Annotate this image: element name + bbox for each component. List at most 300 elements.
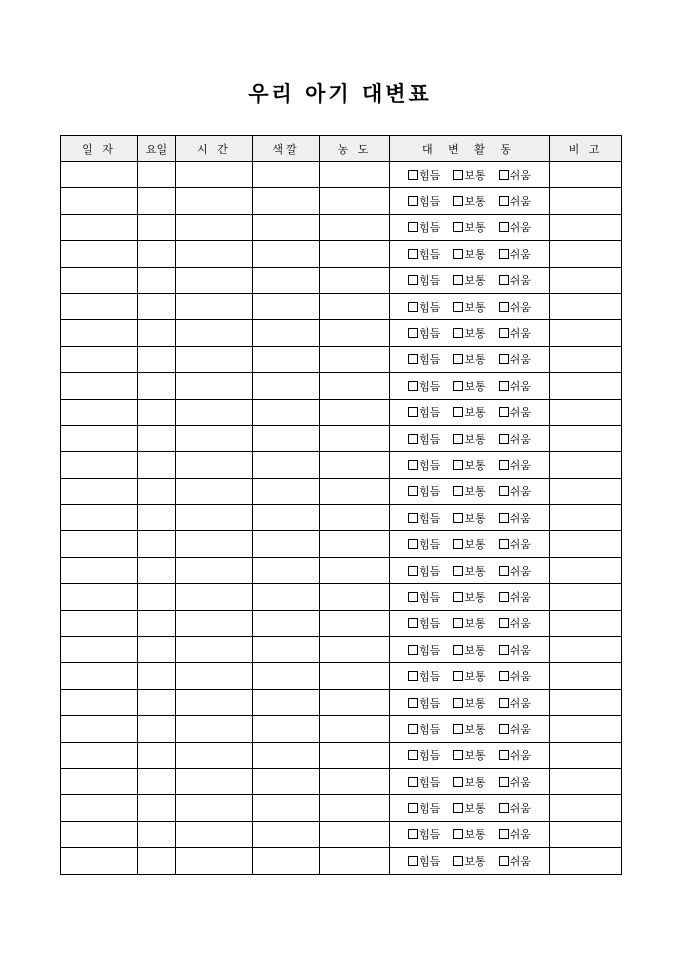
consistency-cell[interactable] [320, 241, 390, 267]
date-cell[interactable] [61, 821, 138, 847]
activity-option[interactable] [499, 563, 531, 579]
weekday-cell[interactable] [138, 241, 176, 267]
consistency-cell[interactable] [320, 742, 390, 768]
date-cell[interactable] [61, 557, 138, 583]
checkbox[interactable] [453, 354, 463, 364]
activity-option[interactable] [408, 721, 440, 737]
consistency-cell[interactable] [320, 663, 390, 689]
color-cell[interactable] [253, 821, 320, 847]
consistency-cell[interactable] [320, 848, 390, 874]
checkbox[interactable] [499, 275, 509, 285]
consistency-cell[interactable] [320, 478, 390, 504]
color-cell[interactable] [253, 795, 320, 821]
date-cell[interactable] [61, 795, 138, 821]
activity-option[interactable] [408, 325, 440, 341]
consistency-cell[interactable] [320, 346, 390, 372]
date-cell[interactable] [61, 663, 138, 689]
activity-option[interactable] [499, 299, 531, 315]
activity-option[interactable] [408, 378, 440, 394]
color-cell[interactable] [253, 241, 320, 267]
time-cell[interactable] [176, 848, 253, 874]
time-cell[interactable] [176, 373, 253, 399]
checkbox[interactable] [499, 354, 509, 364]
weekday-cell[interactable] [138, 346, 176, 372]
activity-option[interactable] [453, 219, 485, 235]
activity-option[interactable] [408, 457, 440, 473]
checkbox[interactable] [408, 222, 418, 232]
time-cell[interactable] [176, 478, 253, 504]
checkbox[interactable] [453, 460, 463, 470]
date-cell[interactable] [61, 637, 138, 663]
remarks-cell[interactable] [550, 689, 622, 715]
checkbox[interactable] [408, 328, 418, 338]
activity-option[interactable] [408, 272, 440, 288]
weekday-cell[interactable] [138, 399, 176, 425]
activity-option[interactable] [408, 246, 440, 262]
activity-option[interactable] [453, 589, 485, 605]
consistency-cell[interactable] [320, 768, 390, 794]
checkbox[interactable] [408, 829, 418, 839]
checkbox[interactable] [499, 222, 509, 232]
checkbox[interactable] [499, 803, 509, 813]
checkbox[interactable] [408, 170, 418, 180]
color-cell[interactable] [253, 188, 320, 214]
remarks-cell[interactable] [550, 531, 622, 557]
weekday-cell[interactable] [138, 637, 176, 663]
activity-option[interactable] [453, 510, 485, 526]
checkbox[interactable] [499, 434, 509, 444]
consistency-cell[interactable] [320, 399, 390, 425]
time-cell[interactable] [176, 346, 253, 372]
remarks-cell[interactable] [550, 795, 622, 821]
color-cell[interactable] [253, 689, 320, 715]
remarks-cell[interactable] [550, 637, 622, 663]
color-cell[interactable] [253, 373, 320, 399]
checkbox[interactable] [499, 249, 509, 259]
time-cell[interactable] [176, 768, 253, 794]
checkbox[interactable] [408, 275, 418, 285]
activity-option[interactable] [408, 483, 440, 499]
remarks-cell[interactable] [550, 716, 622, 742]
date-cell[interactable] [61, 689, 138, 715]
color-cell[interactable] [253, 267, 320, 293]
consistency-cell[interactable] [320, 795, 390, 821]
activity-option[interactable] [408, 167, 440, 183]
activity-option[interactable] [499, 510, 531, 526]
checkbox[interactable] [499, 539, 509, 549]
remarks-cell[interactable] [550, 478, 622, 504]
activity-option[interactable] [408, 642, 440, 658]
activity-option[interactable] [499, 695, 531, 711]
checkbox[interactable] [408, 434, 418, 444]
activity-option[interactable] [499, 325, 531, 341]
activity-option[interactable] [408, 193, 440, 209]
checkbox[interactable] [499, 856, 509, 866]
weekday-cell[interactable] [138, 610, 176, 636]
checkbox[interactable] [499, 750, 509, 760]
checkbox[interactable] [408, 249, 418, 259]
activity-option[interactable] [499, 642, 531, 658]
time-cell[interactable] [176, 610, 253, 636]
remarks-cell[interactable] [550, 557, 622, 583]
activity-option[interactable] [499, 378, 531, 394]
checkbox[interactable] [499, 671, 509, 681]
activity-option[interactable] [453, 193, 485, 209]
color-cell[interactable] [253, 478, 320, 504]
date-cell[interactable] [61, 346, 138, 372]
time-cell[interactable] [176, 557, 253, 583]
checkbox[interactable] [499, 196, 509, 206]
activity-option[interactable] [453, 853, 485, 869]
remarks-cell[interactable] [550, 399, 622, 425]
activity-option[interactable] [453, 299, 485, 315]
activity-option[interactable] [408, 826, 440, 842]
date-cell[interactable] [61, 452, 138, 478]
time-cell[interactable] [176, 188, 253, 214]
activity-option[interactable] [453, 615, 485, 631]
checkbox[interactable] [453, 724, 463, 734]
activity-option[interactable] [408, 431, 440, 447]
checkbox[interactable] [453, 249, 463, 259]
checkbox[interactable] [408, 302, 418, 312]
date-cell[interactable] [61, 742, 138, 768]
color-cell[interactable] [253, 716, 320, 742]
time-cell[interactable] [176, 505, 253, 531]
remarks-cell[interactable] [550, 188, 622, 214]
weekday-cell[interactable] [138, 689, 176, 715]
checkbox[interactable] [453, 407, 463, 417]
activity-option[interactable] [408, 536, 440, 552]
consistency-cell[interactable] [320, 214, 390, 240]
checkbox[interactable] [453, 750, 463, 760]
activity-option[interactable] [453, 668, 485, 684]
checkbox[interactable] [499, 645, 509, 655]
consistency-cell[interactable] [320, 584, 390, 610]
activity-option[interactable] [499, 246, 531, 262]
time-cell[interactable] [176, 214, 253, 240]
consistency-cell[interactable] [320, 188, 390, 214]
date-cell[interactable] [61, 768, 138, 794]
checkbox[interactable] [408, 856, 418, 866]
time-cell[interactable] [176, 531, 253, 557]
activity-option[interactable] [499, 483, 531, 499]
color-cell[interactable] [253, 637, 320, 663]
date-cell[interactable] [61, 425, 138, 451]
activity-option[interactable] [408, 747, 440, 763]
time-cell[interactable] [176, 320, 253, 346]
time-cell[interactable] [176, 584, 253, 610]
activity-option[interactable] [453, 695, 485, 711]
checkbox[interactable] [453, 539, 463, 549]
color-cell[interactable] [253, 584, 320, 610]
remarks-cell[interactable] [550, 320, 622, 346]
weekday-cell[interactable] [138, 162, 176, 188]
weekday-cell[interactable] [138, 373, 176, 399]
activity-option[interactable] [499, 431, 531, 447]
consistency-cell[interactable] [320, 293, 390, 319]
color-cell[interactable] [253, 531, 320, 557]
consistency-cell[interactable] [320, 320, 390, 346]
activity-option[interactable] [453, 563, 485, 579]
time-cell[interactable] [176, 241, 253, 267]
activity-option[interactable] [408, 853, 440, 869]
activity-option[interactable] [499, 721, 531, 737]
checkbox[interactable] [499, 407, 509, 417]
checkbox[interactable] [408, 671, 418, 681]
weekday-cell[interactable] [138, 267, 176, 293]
activity-option[interactable] [408, 404, 440, 420]
date-cell[interactable] [61, 584, 138, 610]
checkbox[interactable] [499, 698, 509, 708]
checkbox[interactable] [499, 381, 509, 391]
activity-option[interactable] [408, 800, 440, 816]
activity-option[interactable] [408, 351, 440, 367]
color-cell[interactable] [253, 162, 320, 188]
weekday-cell[interactable] [138, 188, 176, 214]
weekday-cell[interactable] [138, 505, 176, 531]
checkbox[interactable] [453, 777, 463, 787]
activity-option[interactable] [499, 457, 531, 473]
date-cell[interactable] [61, 320, 138, 346]
activity-option[interactable] [499, 615, 531, 631]
activity-option[interactable] [453, 246, 485, 262]
checkbox[interactable] [408, 354, 418, 364]
date-cell[interactable] [61, 373, 138, 399]
checkbox[interactable] [408, 645, 418, 655]
activity-option[interactable] [453, 800, 485, 816]
weekday-cell[interactable] [138, 821, 176, 847]
consistency-cell[interactable] [320, 531, 390, 557]
checkbox[interactable] [408, 407, 418, 417]
time-cell[interactable] [176, 716, 253, 742]
weekday-cell[interactable] [138, 663, 176, 689]
color-cell[interactable] [253, 663, 320, 689]
remarks-cell[interactable] [550, 214, 622, 240]
consistency-cell[interactable] [320, 637, 390, 663]
activity-option[interactable] [408, 774, 440, 790]
activity-option[interactable] [453, 536, 485, 552]
remarks-cell[interactable] [550, 373, 622, 399]
remarks-cell[interactable] [550, 768, 622, 794]
checkbox[interactable] [453, 196, 463, 206]
activity-option[interactable] [499, 219, 531, 235]
date-cell[interactable] [61, 716, 138, 742]
weekday-cell[interactable] [138, 478, 176, 504]
remarks-cell[interactable] [550, 346, 622, 372]
date-cell[interactable] [61, 188, 138, 214]
activity-option[interactable] [453, 774, 485, 790]
time-cell[interactable] [176, 452, 253, 478]
remarks-cell[interactable] [550, 505, 622, 531]
activity-option[interactable] [499, 536, 531, 552]
weekday-cell[interactable] [138, 531, 176, 557]
checkbox[interactable] [453, 381, 463, 391]
checkbox[interactable] [453, 222, 463, 232]
consistency-cell[interactable] [320, 267, 390, 293]
activity-option[interactable] [453, 325, 485, 341]
weekday-cell[interactable] [138, 848, 176, 874]
checkbox[interactable] [408, 460, 418, 470]
checkbox[interactable] [499, 513, 509, 523]
checkbox[interactable] [408, 513, 418, 523]
weekday-cell[interactable] [138, 584, 176, 610]
activity-option[interactable] [408, 299, 440, 315]
activity-option[interactable] [408, 219, 440, 235]
remarks-cell[interactable] [550, 584, 622, 610]
consistency-cell[interactable] [320, 452, 390, 478]
activity-option[interactable] [453, 721, 485, 737]
activity-option[interactable] [499, 404, 531, 420]
activity-option[interactable] [499, 826, 531, 842]
checkbox[interactable] [408, 698, 418, 708]
activity-option[interactable] [408, 589, 440, 605]
checkbox[interactable] [408, 592, 418, 602]
consistency-cell[interactable] [320, 716, 390, 742]
checkbox[interactable] [499, 777, 509, 787]
weekday-cell[interactable] [138, 452, 176, 478]
weekday-cell[interactable] [138, 557, 176, 583]
activity-option[interactable] [453, 378, 485, 394]
color-cell[interactable] [253, 320, 320, 346]
remarks-cell[interactable] [550, 848, 622, 874]
date-cell[interactable] [61, 162, 138, 188]
remarks-cell[interactable] [550, 821, 622, 847]
time-cell[interactable] [176, 821, 253, 847]
color-cell[interactable] [253, 610, 320, 636]
weekday-cell[interactable] [138, 716, 176, 742]
date-cell[interactable] [61, 848, 138, 874]
activity-option[interactable] [499, 272, 531, 288]
activity-option[interactable] [499, 774, 531, 790]
time-cell[interactable] [176, 293, 253, 319]
checkbox[interactable] [408, 539, 418, 549]
time-cell[interactable] [176, 795, 253, 821]
activity-option[interactable] [453, 483, 485, 499]
weekday-cell[interactable] [138, 795, 176, 821]
activity-option[interactable] [408, 668, 440, 684]
activity-option[interactable] [499, 351, 531, 367]
consistency-cell[interactable] [320, 425, 390, 451]
color-cell[interactable] [253, 505, 320, 531]
checkbox[interactable] [408, 618, 418, 628]
color-cell[interactable] [253, 742, 320, 768]
time-cell[interactable] [176, 267, 253, 293]
activity-option[interactable] [499, 668, 531, 684]
date-cell[interactable] [61, 214, 138, 240]
checkbox[interactable] [453, 856, 463, 866]
color-cell[interactable] [253, 293, 320, 319]
consistency-cell[interactable] [320, 557, 390, 583]
checkbox[interactable] [408, 724, 418, 734]
checkbox[interactable] [499, 302, 509, 312]
checkbox[interactable] [453, 434, 463, 444]
date-cell[interactable] [61, 531, 138, 557]
checkbox[interactable] [408, 486, 418, 496]
date-cell[interactable] [61, 505, 138, 531]
time-cell[interactable] [176, 399, 253, 425]
activity-option[interactable] [499, 193, 531, 209]
date-cell[interactable] [61, 293, 138, 319]
activity-option[interactable] [453, 404, 485, 420]
consistency-cell[interactable] [320, 162, 390, 188]
checkbox[interactable] [499, 829, 509, 839]
checkbox[interactable] [408, 381, 418, 391]
checkbox[interactable] [453, 566, 463, 576]
color-cell[interactable] [253, 557, 320, 583]
checkbox[interactable] [499, 618, 509, 628]
checkbox[interactable] [453, 829, 463, 839]
weekday-cell[interactable] [138, 768, 176, 794]
color-cell[interactable] [253, 425, 320, 451]
checkbox[interactable] [453, 170, 463, 180]
checkbox[interactable] [453, 302, 463, 312]
weekday-cell[interactable] [138, 425, 176, 451]
activity-option[interactable] [453, 272, 485, 288]
checkbox[interactable] [453, 618, 463, 628]
color-cell[interactable] [253, 768, 320, 794]
checkbox[interactable] [453, 803, 463, 813]
checkbox[interactable] [499, 592, 509, 602]
consistency-cell[interactable] [320, 505, 390, 531]
time-cell[interactable] [176, 663, 253, 689]
checkbox[interactable] [408, 777, 418, 787]
checkbox[interactable] [453, 698, 463, 708]
checkbox[interactable] [408, 196, 418, 206]
checkbox[interactable] [453, 486, 463, 496]
remarks-cell[interactable] [550, 267, 622, 293]
remarks-cell[interactable] [550, 162, 622, 188]
activity-option[interactable] [499, 167, 531, 183]
checkbox[interactable] [453, 328, 463, 338]
activity-option[interactable] [453, 826, 485, 842]
activity-option[interactable] [499, 747, 531, 763]
color-cell[interactable] [253, 452, 320, 478]
activity-option[interactable] [499, 589, 531, 605]
activity-option[interactable] [499, 800, 531, 816]
date-cell[interactable] [61, 399, 138, 425]
checkbox[interactable] [408, 803, 418, 813]
date-cell[interactable] [61, 267, 138, 293]
activity-option[interactable] [453, 431, 485, 447]
checkbox[interactable] [408, 750, 418, 760]
consistency-cell[interactable] [320, 610, 390, 636]
activity-option[interactable] [453, 351, 485, 367]
consistency-cell[interactable] [320, 689, 390, 715]
checkbox[interactable] [453, 513, 463, 523]
activity-option[interactable] [453, 167, 485, 183]
date-cell[interactable] [61, 241, 138, 267]
activity-option[interactable] [499, 853, 531, 869]
checkbox[interactable] [499, 566, 509, 576]
color-cell[interactable] [253, 848, 320, 874]
remarks-cell[interactable] [550, 663, 622, 689]
activity-option[interactable] [453, 747, 485, 763]
consistency-cell[interactable] [320, 373, 390, 399]
checkbox[interactable] [499, 486, 509, 496]
date-cell[interactable] [61, 478, 138, 504]
remarks-cell[interactable] [550, 241, 622, 267]
weekday-cell[interactable] [138, 320, 176, 346]
remarks-cell[interactable] [550, 742, 622, 768]
remarks-cell[interactable] [550, 293, 622, 319]
activity-option[interactable] [408, 615, 440, 631]
activity-option[interactable] [453, 457, 485, 473]
checkbox[interactable] [499, 460, 509, 470]
color-cell[interactable] [253, 399, 320, 425]
activity-option[interactable] [408, 563, 440, 579]
checkbox[interactable] [453, 275, 463, 285]
weekday-cell[interactable] [138, 742, 176, 768]
